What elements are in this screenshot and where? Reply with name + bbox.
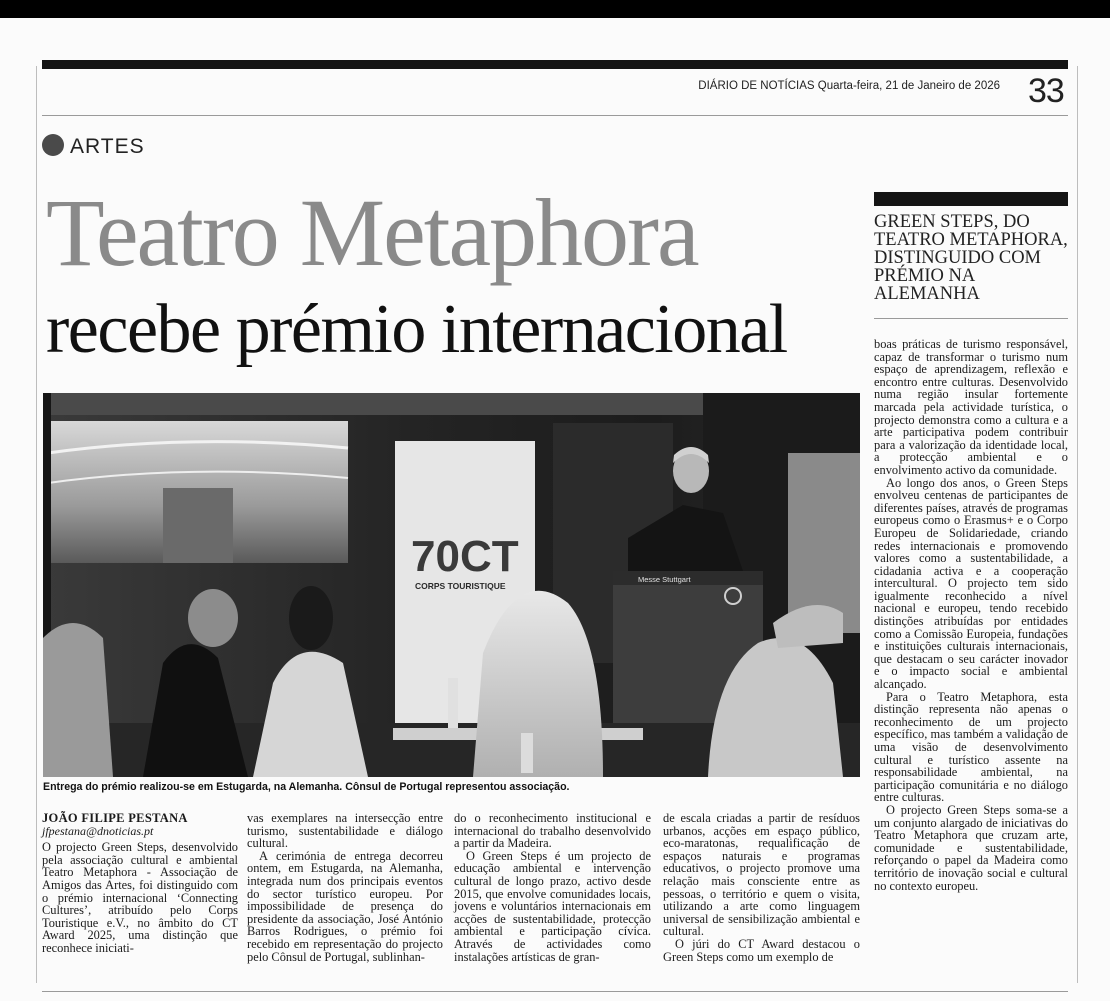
column-paragraph: O projecto Green Steps, desenvolvido pela associação cultural e ambiental Teatro Metaphora - Associação de Amigos das Artes, foi distinguido com o prémio internacional ‘Connecting Cultures’, atribuído pelo Corps Touristique e.V., no âmbito do CT Award 2025, uma distinção que reconhece iniciati- <box>42 840 238 955</box>
article-column-4 <box>663 812 860 963</box>
section-label-text: ARTES <box>70 135 145 158</box>
column-paragraph: vas exemplares na intersecção entre turismo, sustentabilidade e diálogo cultural. <box>247 811 443 851</box>
sidebar-paragraph: Ao longo dos anos, o Green Steps envolveu centenas de participantes de diferentes países, através de programas europeus como o Erasmus+ e o Corpo Europeu de Solidariedade, criando redes internacionais e promovendo valores como a sustentabilidade, a cidadania activa e a cooperação intercultural. O projecto tem sido igualmente reconhecido a nível nacional e europeu, tendo recebido distinções atribuídas por entidades como a Comissão Europeia, fundações e instituições culturais internacionais, que destacam o seu carácter inovador e o impacto social e ambiental alcançado. <box>874 475 1068 692</box>
article-column-1 <box>42 812 238 955</box>
issue-date: Quarta-feira, 21 de Janeiro de 2026 <box>817 80 1000 92</box>
column-paragraph: A cerimónia de entrega decorreu ontem, em Estugarda, na Alemanha, integrada num dos principais eventos do sector turístico europeu. Por impossibilidade de presença do presidente da associação, José António Barros Rodrigues, o prémio foi recebido em representação do projecto pelo Cônsul de Portugal, sublinhan- <box>247 848 443 964</box>
byline-email: jfpestana@dnoticias.pt <box>42 823 154 838</box>
sidebar-title-rule <box>874 318 1068 319</box>
column-paragraph: O júri do CT Award destacou o Green Steps como um exemplo de <box>663 936 860 964</box>
sidebar-paragraph: Para o Teatro Metaphora, esta distinção representa não apenas o reconhecimento de um projecto específico, mas também a validação de uma visão de desenvolvimento cultural e turístico assente na responsabilidade ambiental, na participação comunitária e no diálogo entre culturas. <box>874 689 1068 805</box>
column-paragraph: O Green Steps é um projecto de educação ambiental e intervenção cultural de longo prazo, activo desde 2015, que envolve comunidades locais, jovens e voluntários internacionais em acções de sustentabilidade, protecção ambiental e participação cívica. Através de actividades como instalações artísticas de gran- <box>454 848 651 964</box>
section-label <box>42 134 145 159</box>
sidebar-paragraph: O projecto Green Steps soma-se a um conjunto alargado de iniciativas do Teatro Metaphora que cruzam arte, comunidade e sustentabilidade, reforçando o papel da Madeira como território de inovação social e cultural no contexto europeu. <box>874 802 1068 893</box>
top-rule <box>42 60 1068 69</box>
sidebar-top-bar <box>874 192 1068 206</box>
byline-author: JOÃO FILIPE PESTANA <box>42 811 188 825</box>
banner-logo: 70CT <box>411 532 519 581</box>
sidebar-title: GREEN STEPS, DO TEATRO METAPHORA, DISTINGUIDO COM PRÉMIO NA ALEMANHA <box>874 212 1068 304</box>
page-edge-left <box>36 66 37 983</box>
headline-line-2: recebe prémio internacional <box>46 291 787 368</box>
banner-text: CORPS TOURISTIQUE <box>415 581 506 591</box>
column-paragraph: do o reconhecimento institucional e internacional do trabalho desenvolvido a partir da Madeira. <box>454 811 651 851</box>
sidebar-body <box>874 338 1068 892</box>
masthead <box>698 80 1000 92</box>
article-column-2 <box>247 812 443 963</box>
headline-line-1: Teatro Metaphora <box>46 179 698 286</box>
article-photo <box>43 393 860 777</box>
column-paragraph: de escala criadas a partir de resíduos urbanos, acções em espaço público, eco-maratonas, requalificação de espaços naturais e programas educativos, o projecto promove uma relação mais consciente entre as pessoas, o território e quem o visita, utilizando a arte como linguagem universal de sensibilização ambiental e cultural. <box>663 811 860 939</box>
page-edge-right <box>1077 66 1078 983</box>
paper-name: DIÁRIO DE NOTÍCIAS <box>698 80 815 92</box>
section-dot-icon <box>42 134 64 156</box>
bottom-rule <box>42 991 1068 992</box>
photo-caption: Entrega do prémio realizou-se em Estugarda, na Alemanha. Cônsul de Portugal representou associação. <box>43 781 570 793</box>
article-column-3 <box>454 812 651 963</box>
page-number: 33 <box>1028 72 1064 110</box>
lectern-text: Messe Stuttgart <box>638 575 691 584</box>
masthead-rule <box>42 115 1068 116</box>
sidebar-paragraph: boas práticas de turismo responsável, capaz de transformar o turismo num espaço de aprendizagem, reflexão e encontro entre culturas. Desenvolvido numa região insular fortemente marcada pela actividade turística, o projecto demonstra como a cultura e a arte participativa podem contribuir para a valorização da identidade local, a protecção ambiental e o envolvimento activo da comunidade. <box>874 337 1068 477</box>
